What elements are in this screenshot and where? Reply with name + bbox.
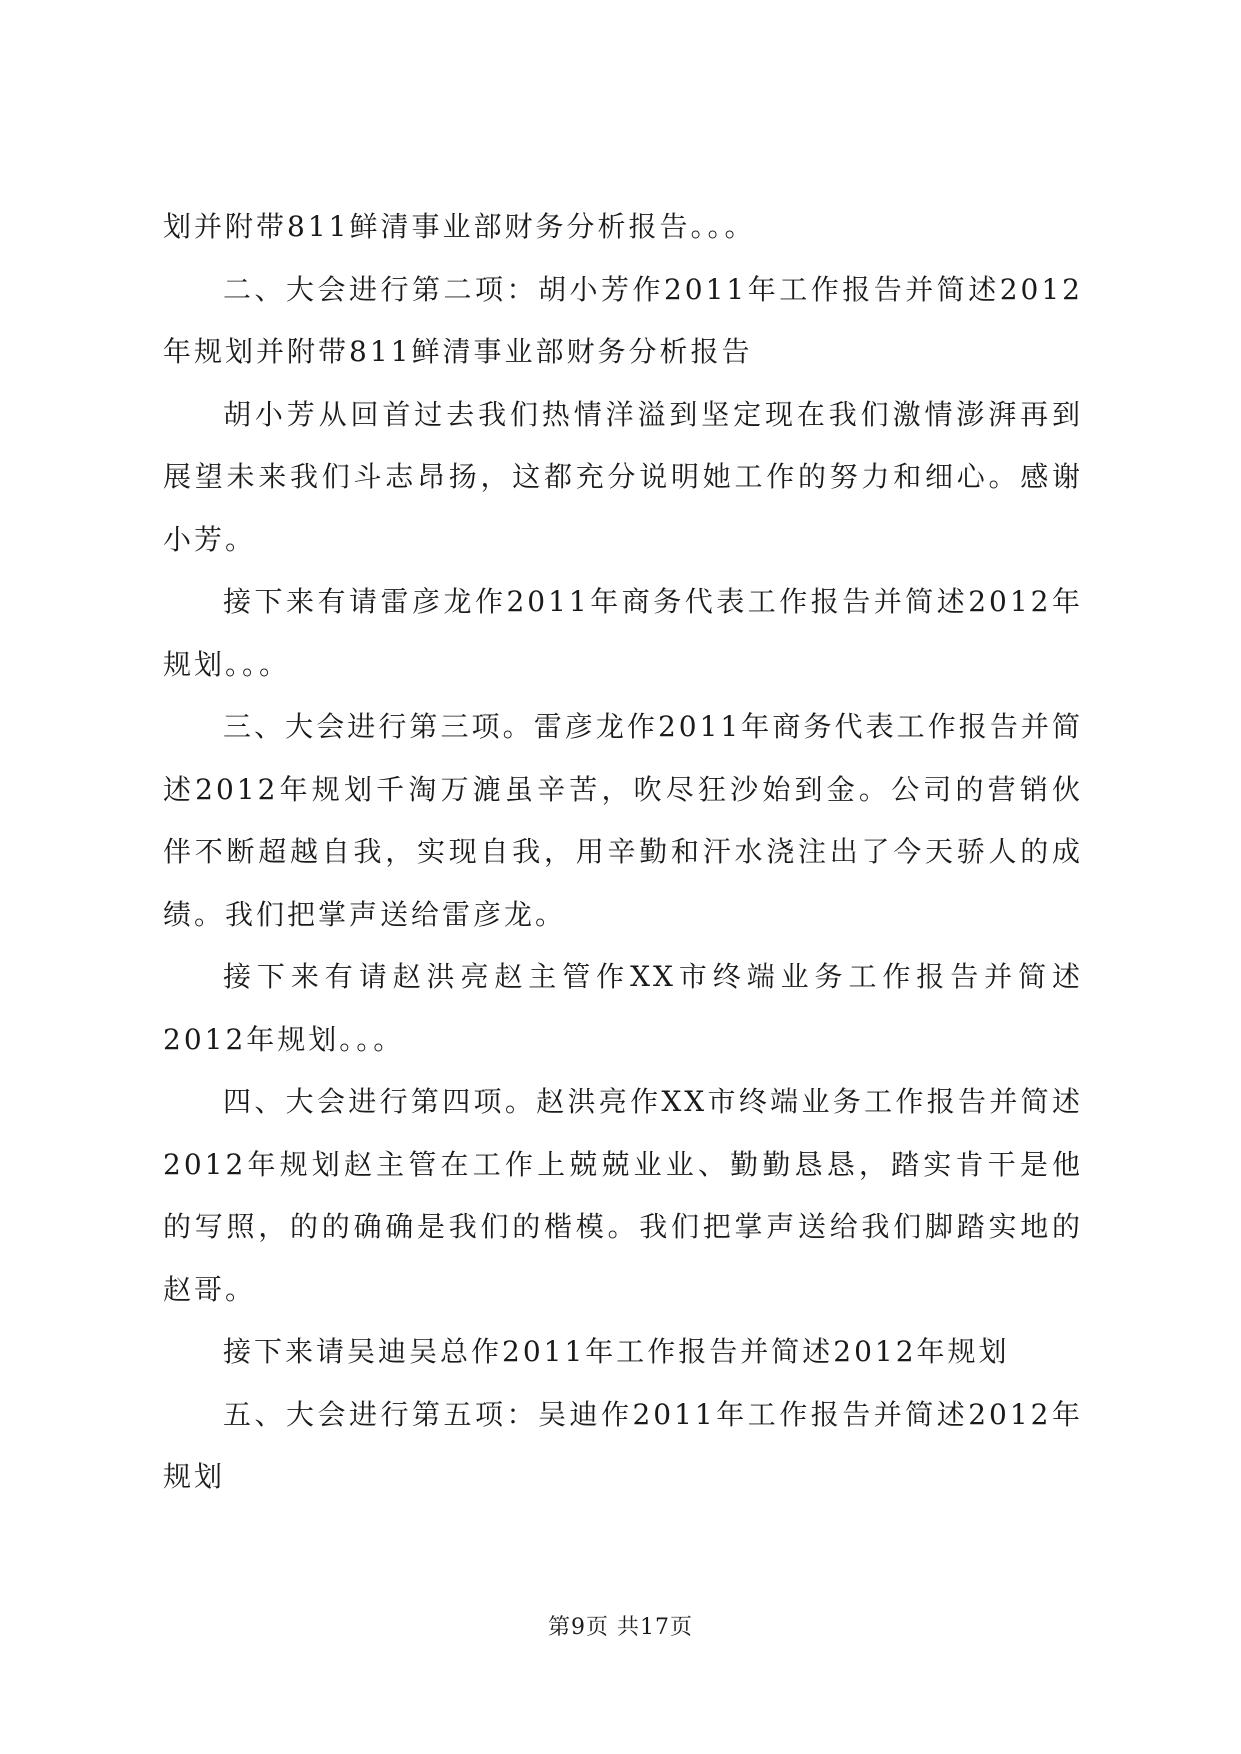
paragraph: 三、大会进行第三项。雷彦龙作2011年商务代表工作报告并简述2012年规划千淘万漉虽辛苦，吹尽狂沙始到金。公司的营销伙伴不断超越自我，实现自我，用辛勤和汗水浇注出了今天骄人的成绩。我们把掌声送给雷彦龙。 bbox=[163, 710, 1083, 931]
paragraph: 胡小芳从回首过去我们热情洋溢到坚定现在我们激情澎湃再到展望未来我们斗志昂扬，这都充分说明她工作的努力和细心。感谢小芳。 bbox=[163, 397, 1083, 556]
paragraph: 四、大会进行第四项。赵洪亮作XX市终端业务工作报告并简述2012年规划赵主管在工作上兢兢业业、勤勤恳恳，踏实肯干是他的写照，的的确确是我们的楷模。我们把掌声送给我们脚踏实地的赵哥。 bbox=[163, 1085, 1083, 1306]
page-number-footer: 第9页 共17页 bbox=[548, 1615, 693, 1640]
paragraph: 五、大会进行第五项：吴迪作2011年工作报告并简述2012年规划 bbox=[163, 1397, 1083, 1493]
paragraph: 接下来有请赵洪亮赵主管作XX市终端业务工作报告并简述2012年规划。。。 bbox=[163, 960, 1083, 1056]
paragraph: 接下来有请雷彦龙作2011年商务代表工作报告并简述2012年规划。。。 bbox=[163, 585, 1083, 681]
paragraph: 二、大会进行第二项：胡小芳作2011年工作报告并简述2012年规划并附带811鲜清事业部财务分析报告 bbox=[163, 272, 1083, 368]
document-body bbox=[163, 196, 1083, 1509]
paragraph: 接下来请吴迪吴总作2011年工作报告并简述2012年规划 bbox=[223, 1335, 1010, 1368]
paragraph: 划并附带811鲜清事业部财务分析报告。。。 bbox=[163, 210, 756, 243]
